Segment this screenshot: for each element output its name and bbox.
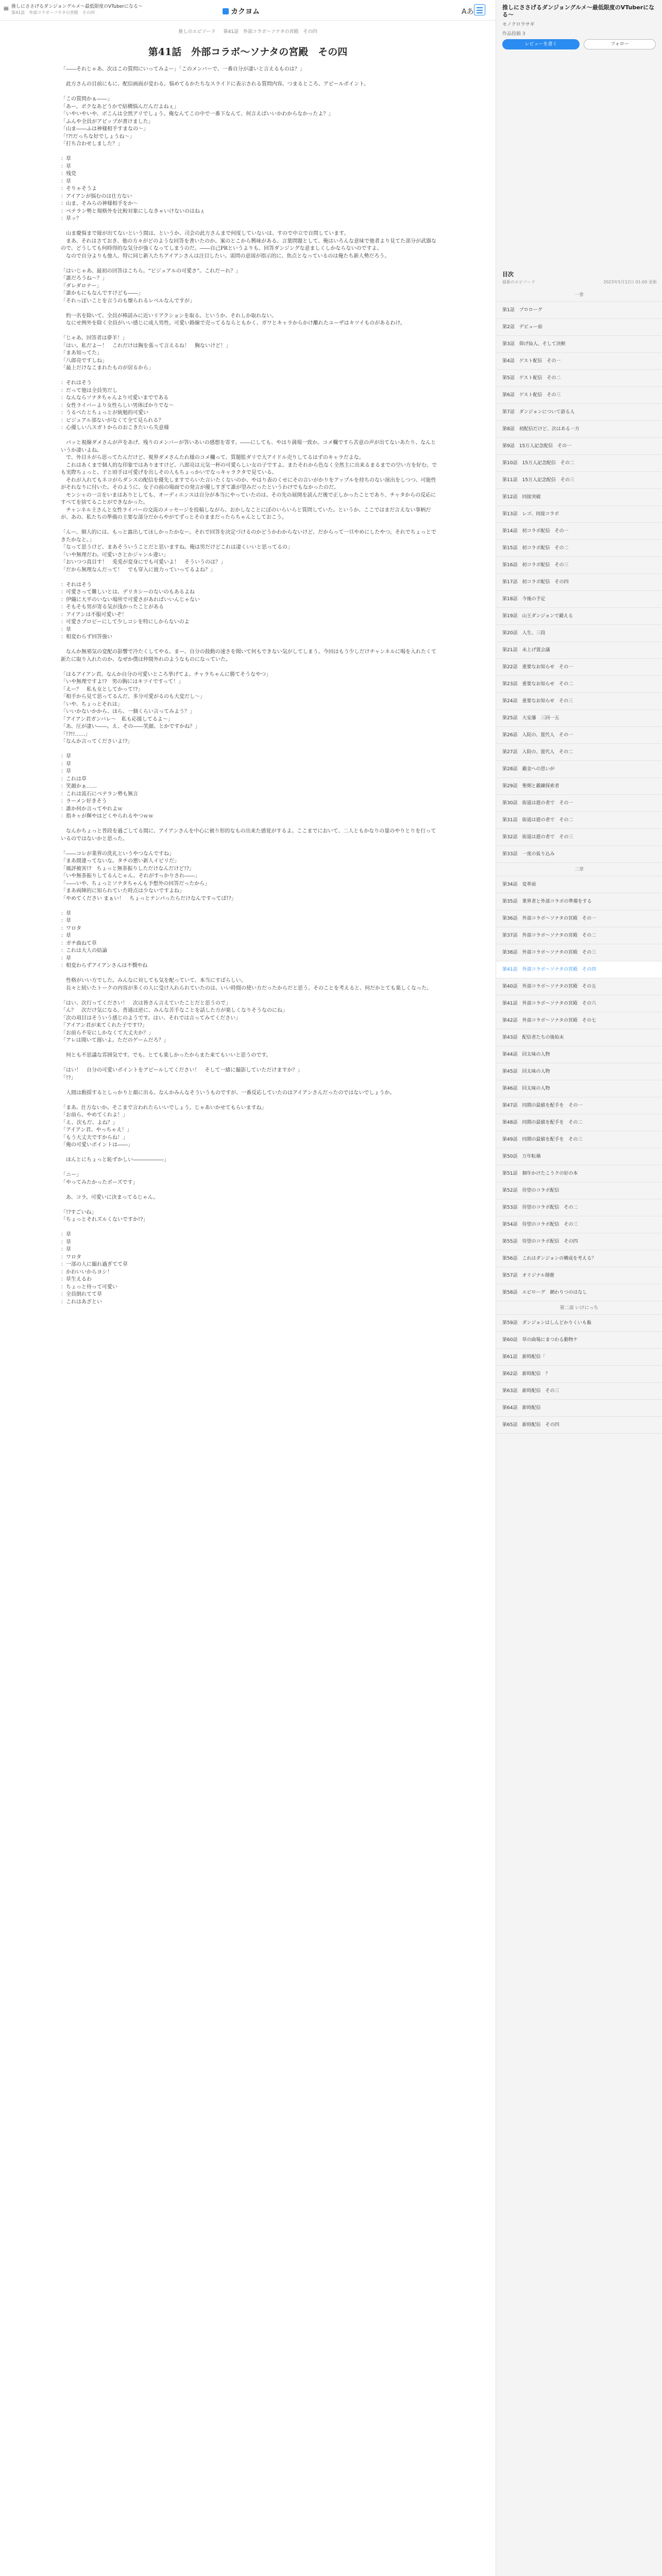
body-paragraph: 「やってみたかったポーズです」 (61, 1179, 138, 1185)
toc-item[interactable]: 第7話 ダンジョンについて語る人 (496, 404, 662, 421)
body-paragraph: ：アイアンは不服可愛いぞ！ (61, 612, 127, 618)
episode-subtitle: 第41話 外部コラボ～ソナタの宮殿 その四 (11, 10, 95, 15)
body-paragraph: 人間は動揺するとしっかりと顔に出る。なんかみんなそういうものですが、一番反応していたのはアイアンさんだったのではないでしょうか。 (61, 1090, 395, 1096)
body-paragraph: 「――コレが業界の洗礼というやつなんですね」 (61, 851, 174, 857)
body-paragraph: パッと視線ダメさんが声をあげ、残りのメンバーが答いあいの感想を寄す。――にしても、やはり満場一致か。コメ欄ですら苦意の声が出てないあたり、なんというか凄いよね。 (61, 440, 436, 453)
body-paragraph (61, 641, 437, 649)
toc-item[interactable]: 第10話 15万人記念配信 その二 (496, 455, 662, 472)
toc-section-heading: 一章 (496, 289, 662, 302)
body-paragraph: 「!?すごいね」 (61, 1209, 97, 1215)
logo-text: カクヨム (231, 8, 260, 16)
body-paragraph: ：指キャが輝やはどくやられるやつｗｗ (61, 814, 154, 819)
body-paragraph (61, 305, 437, 313)
body-paragraph: ：ラーメン好きそう (61, 799, 107, 804)
toc-item[interactable]: 第51話 個年かけたこうクの好の本 (496, 1165, 662, 1182)
toc-line-icon (477, 12, 483, 13)
body-paragraph: ：だって他は全員男だし (61, 387, 117, 394)
body-paragraph: ：これは草 (61, 776, 87, 782)
toc-item[interactable]: 第25話 大安藩 三回一五 (496, 710, 662, 727)
body-paragraph: 何とも不思議な雰囲気です。でも、とても楽しかったからまた来てもいいと思うのです。 (61, 1053, 271, 1058)
body-paragraph (61, 1149, 437, 1157)
body-paragraph: 「誰だろうね～？」 (61, 276, 107, 281)
body-paragraph (61, 1201, 437, 1209)
body-paragraph (61, 664, 437, 671)
body-paragraph: それが入れてもネコがらダンスの配信を優先しますでらいた言いたくないのか、やはり表のくせにその言いがかりをアップルを持ちのない演出をしつつ、可能性がそれなりに付いた。そのように、女子の前の場面での発言が優しすぎて誰が望みだったというわけでもなかったのだ。 (61, 477, 436, 490)
toc-item[interactable]: 第46話 回太味の人物 (496, 1080, 662, 1097)
body-paragraph: なんか無邪気の変配の影響で冷たくしてやる。まー、自分の鼓動の速さを聞いて何もできない気がしてしまう。今回はもう少しだけチャンネルに喝を入れたくて新たに取り入れたのか、なぜか僕は仲間外れのようなものになっていた。 (61, 649, 436, 663)
body-paragraph: ：これはあざとい (61, 1299, 102, 1305)
toc-item[interactable]: 第22話 重要なお知らせ その一 (496, 659, 662, 676)
body-paragraph: ：これは大人の結論 (61, 948, 107, 954)
toc-item[interactable]: 第62話 新時配信 ？ (496, 1366, 662, 1383)
toc-item[interactable]: 第3話 仰げ仙人、そして決断 (496, 336, 662, 353)
body-paragraph: まあ、それはさておき、他の方々がどのような回答を書いたのか。案のとこから興味がある。言葉問題として、俺はいろんな意味で他者より見てた部分が武器なので、どうしても何時得的な気分が強くなってしまうのだ。――自己PRというよりも、回答ダンジングな意ましくしかならないのですよ。 (61, 238, 436, 251)
body-paragraph: ：草 (61, 1247, 71, 1252)
body-paragraph: 「はるアイアン君。なんか自分の可愛いところ挙げてよ。チャラちゃんに勝てそうなやつ」 (61, 671, 271, 677)
body-paragraph: 性格がいい方でした。みんなに対しても気を配っていて、本当にすばらしい。 (61, 978, 246, 984)
body-paragraph: ：草 (61, 163, 71, 170)
body-paragraph: ：それはそう (61, 380, 92, 386)
font-settings-button[interactable]: Aあ (462, 8, 474, 16)
body-paragraph: ：草 (61, 769, 71, 774)
body-paragraph: 「アイアン君ガンバレ～ 私も応援してるよ～」 (61, 716, 173, 722)
body-paragraph: 「お前ら不安にしかなくて大丈夫か？」 (61, 1030, 154, 1036)
body-paragraph (61, 260, 437, 268)
toc-item[interactable]: 第49話 同期の最値を配手を その三 (496, 1131, 662, 1148)
body-paragraph: ：そりゃそうよ (61, 186, 97, 192)
sidebar-work-title[interactable]: 推しにささげるダンジョングルメ～最低限度のVTuberになる～ (502, 4, 655, 18)
review-button[interactable]: レビューを書く (502, 39, 580, 49)
toc-updated-date: 2023年5月12日 01:00 更新 (603, 280, 657, 284)
body-paragraph: モンシャの一言をいまはありとしても、オーディエンスは自分が本当にやっていたのは、その先の展開を読んだ後で正しかったことであり、チャタからの反応にすべてを捨てることができなかった。 (61, 492, 436, 505)
body-paragraph: 山ま慶悩まで嫁が出てないという間は、というか、司会の此方さんまで何度していないは、すので中立で自問しています。 (61, 231, 349, 236)
toc-item[interactable]: 第29話 聖剣と鍛錬探索者 (496, 778, 662, 795)
body-paragraph: これはあくまで個人的な印象ではありますけど、八郎亮は元気一杯の可愛らしい女の子ですよ。またそれから色なく全然主に出来るまるまでの空い方を好む。でも実際ちょっと、子と頃手は可愛げを出しその人もちょっかいでなっキャラクタで見ている。 (61, 462, 437, 476)
body-paragraph (61, 1045, 437, 1053)
body-paragraph: 「――いや、ちょっとソナタちゃんも予想外の回答だったから」 (61, 880, 210, 887)
body-paragraph (61, 372, 437, 380)
toc-item[interactable]: 第64話 新時配信 (496, 1400, 662, 1417)
breadcrumb-item: 第41話 外部コラボ～ソナタの宮殿 その四 (223, 29, 317, 35)
body-paragraph: あ、コラ。可愛いに決まってるじゃん。 (61, 1194, 159, 1200)
body-paragraph: 「――それじゃあ、次はこの質問にいってみよー」「このメンバーで、一番自分が凄いと言えるものは？」 (61, 66, 305, 72)
body-paragraph: 「相手から見て思ってるんだ、多分可愛がるのも大変だし～」 (61, 694, 205, 700)
body-paragraph: ：可愛さプロビーにして少しコシを特にしからないのよ (61, 619, 190, 625)
toc-section-heading: 第二部 いけにっち (496, 1301, 662, 1315)
body-paragraph: 「なんか言ってくださいよ!?」 (61, 739, 133, 744)
body-paragraph: ：全員倒れてて草 (61, 1292, 102, 1297)
body-paragraph: ：草 (61, 933, 71, 939)
sidebar-work-stats: 作品投稿 3 (502, 31, 525, 37)
toc-item[interactable]: 第12話 同接突破 (496, 489, 662, 506)
body-paragraph: ：草 (61, 761, 71, 767)
toc-item[interactable]: 第43話 配信者たちの後始末 (496, 1029, 662, 1046)
body-paragraph: ：そもそも男が寄る気が浅かったことがある (61, 604, 164, 610)
body-paragraph (61, 74, 437, 81)
toc-item[interactable]: 第50話 万年転禍 (496, 1148, 662, 1165)
toc-item[interactable]: 第15話 初コラボ配信 その二 (496, 540, 662, 557)
body-paragraph: 「ん？ 次だけ気になる。普通は逆に、みんな苦手なことを話した方が楽しくなりそうなのにね」 (61, 1008, 287, 1013)
body-paragraph: 「いやいやいや、ボこんは全然アリでしょう。俺なんてこの中で一番下なんて、何言えばいいかわからなかったよ？」 (61, 111, 334, 117)
body-paragraph (61, 821, 437, 828)
body-paragraph (61, 223, 437, 231)
body-paragraph: ：ガチ曲ねて草 (61, 940, 97, 946)
toc-item[interactable]: 第57話 オリジナル開催 (496, 1267, 662, 1284)
toc-item[interactable]: 第40話 外部コラボ～ソナタの宮殿 その五 (496, 978, 662, 995)
body-paragraph: 「誰かもにもなんですけども――」 (61, 291, 143, 296)
toc-item[interactable]: 第54話 待望のコラボ配信 その三 (496, 1216, 662, 1233)
toc-line-icon (477, 10, 483, 11)
body-paragraph: 「まあ間違ってないな。タチの悪い新人イビリだ」 (61, 858, 179, 864)
body-paragraph: ：なんならソナタちゃんより可愛いまでである (61, 395, 169, 401)
body-paragraph: 約一名を除いて、全員が棒読みに近いリアクションを取る。というか、それしか取れない。 (61, 313, 277, 319)
toc-toggle-button[interactable] (474, 4, 485, 15)
body-paragraph: 「まあ知ってた」 (61, 350, 102, 356)
body-paragraph: ほんとにちょっと恥ずかしい――――――」 (61, 1157, 169, 1163)
toc-item[interactable]: 第17話 初コラボ配信 その四 (496, 574, 662, 591)
toc-list (496, 289, 662, 1434)
body-paragraph: ：伊織に大平のいない場所で可愛さがあればいいんじゃない (61, 597, 200, 603)
toc-item[interactable]: 第8話 初配信だけど、次はある一方 (496, 421, 662, 438)
work-title-link[interactable]: 推しにささげるダンジョングルメ～最低限度のVTuberになる～ (11, 4, 143, 9)
body-paragraph: 「!?」 (61, 1075, 76, 1081)
body-paragraph: ：ちょっと待って可愛い (61, 1284, 117, 1290)
toc-item[interactable]: 第60話 草の曲場にまつわる動物ケ (496, 1332, 662, 1349)
body-paragraph: 「はいじゃあ、最初の回答はこちら。“ビジュアルの可愛さ”。これだーれ？」 (61, 268, 241, 274)
body-paragraph: 「もう大丈夫ですからね！」 (61, 1134, 128, 1141)
body-paragraph: 長々と続いたトークの内容が多くの人に受け入れられていたのは、いい時間の使い方だったからだと思う。そのことを考えると、何だかとても楽しくなった。 (61, 985, 432, 991)
body-paragraph (61, 1164, 437, 1172)
body-paragraph: なにせ例外を除く全員がいい感じに成人男性。可愛い路線で売ってるならともかく、ガワとキャラからかけ離れたユーザはキツイものがあるわけ。 (61, 320, 405, 326)
toc-item[interactable]: 第2話 デビュー前 (496, 319, 662, 336)
body-paragraph (61, 843, 437, 851)
toc-item[interactable]: 第24話 重要なお知らせ その三 (496, 693, 662, 710)
body-paragraph (61, 1082, 437, 1090)
body-paragraph: 「!?!!……」 (61, 731, 91, 737)
body-paragraph: 「だから無理なんだって！ でも穿入に彼力っていってるよね？」 (61, 567, 215, 573)
body-paragraph: 「やめてください まぁい！ ちょっとテンパったらだけなんですってば!?」 (61, 895, 236, 902)
toc-item[interactable]: 第34話 変革前 (496, 876, 662, 893)
toc-item[interactable]: 第41話 外部コラボ～ソナタの宮殿 その六 (496, 995, 662, 1012)
toc-item[interactable]: 第42話 外部コラボ～ソナタの宮殿 その七 (496, 1012, 662, 1029)
toc-item[interactable]: 第9話 15万人記念配信 その一 (496, 438, 662, 455)
toc-item[interactable]: 第52話 待望のコラボ配信 (496, 1182, 662, 1199)
body-paragraph: 「いや無茶振りしてるんじゃん。それがすっかりされ――」 (61, 873, 200, 879)
sidebar-author[interactable]: モノクロウサギ (502, 22, 535, 27)
body-paragraph (61, 746, 437, 754)
body-paragraph: ：かわいいからヨシ！ (61, 1269, 112, 1275)
toc-item[interactable]: 第65話 新時配信 その四 (496, 1417, 662, 1434)
body-paragraph: ：山ま、そみらの神様相手をか～ (61, 201, 138, 207)
body-paragraph: 「アレは聞いて遅いよ。ただのゲームだろ？」 (61, 1038, 169, 1043)
reader-main (0, 21, 496, 2576)
body-paragraph: ：草 (61, 156, 71, 162)
toc-item[interactable]: 第37話 外部コラボ～ソナタの宮殿 その二 (496, 927, 662, 944)
body-paragraph: 「じゃあ、回答者は夢羊！」 (61, 335, 128, 341)
body-paragraph: ：草 (61, 918, 71, 924)
body-paragraph: 「風評被害!? ちょっと無茶振りしただけなんだけど!?」 (61, 866, 194, 872)
toc-item[interactable]: 第26話 入院の、置代人 その一 (496, 727, 662, 744)
body-paragraph (61, 970, 437, 978)
toc-heading: 目次 (502, 271, 514, 278)
toc-item[interactable]: 第45話 回太味の人物 (496, 1063, 662, 1080)
body-paragraph: ：相変わらずアイアンさんは不憫やね (61, 963, 148, 969)
toc-item[interactable]: 第16話 初コラボ配信 その三 (496, 557, 662, 574)
body-paragraph (61, 1224, 437, 1232)
body-paragraph: 「あー、ボクなあどうかで結構悩んだんだよねぇ」 (61, 104, 179, 110)
body-paragraph (61, 1097, 437, 1105)
toc-item[interactable]: 第5話 ゲスト配信 その二 (496, 370, 662, 387)
logo-mark-icon (223, 8, 229, 14)
toc-item[interactable]: 第6話 ゲスト配信 その三 (496, 387, 662, 404)
toc-item[interactable]: 第33話 一度の仮り込み (496, 846, 662, 863)
toc-item[interactable]: 第27話 入院の、置代人 その二 (496, 744, 662, 761)
body-paragraph: ：相変わらず回答強い (61, 634, 112, 640)
body-paragraph: 「まあ両陣的に知られていた時点は少ないですよね」 (61, 888, 184, 894)
body-paragraph: ：ワロタ (61, 1254, 81, 1260)
body-paragraph (61, 89, 437, 96)
toc-item[interactable]: 第36話 外部コラボ～ソナタの宮殿 その一 (496, 910, 662, 927)
body-paragraph: 「んー、個人的には、もっと露出してほしかったかなー。それで回答を決定づけるのかどうかわからないけど、だからって一旦やめにしたやつ。それでちょっとできたかなと。」 (61, 530, 436, 543)
body-paragraph: 「アイアン君、やっちゃえ！」 (61, 1127, 132, 1133)
body-paragraph: 「はい！ 自分の可愛いポイントをアピールしてください！ そして一緒に撮影していただけますか？」 (61, 1067, 303, 1073)
body-paragraph (61, 148, 437, 156)
toc-item[interactable]: 第59話 ダンジョンはしんどかりくいも飯 (496, 1315, 662, 1332)
body-paragraph: ：草ッ？ (61, 216, 81, 222)
toc-item[interactable]: 第19話 山王ダンジョンで鍛える (496, 608, 662, 625)
body-paragraph (61, 574, 437, 582)
toc-item-current[interactable]: 第41話 外部コラボ～ソナタの宮殿 その四 (496, 961, 662, 978)
body-paragraph: 「いや無理だわ。可愛いさとかジャンル違い」 (61, 552, 169, 558)
toc-item[interactable]: 第55話 待望のコラボ配信 その四 (496, 1233, 662, 1250)
body-paragraph: 「ダレダロナー」 (61, 283, 102, 289)
body-paragraph: ：草生えるわ (61, 1277, 92, 1282)
body-paragraph: 「いや無理ですよ!? 男の胸にはキツイですって！」 (61, 679, 184, 685)
body-paragraph: 此方さんの目前にもに、配信画面が変わる。悩めてるかたちなスライドに表示される質問内容。つまるところ、アピールポイント。 (61, 81, 369, 87)
body-paragraph: ：これは流石にベテラン勢も無言 (61, 791, 138, 797)
toc-meta (502, 279, 657, 285)
toc-item[interactable]: 第28話 鍛金への思いが (496, 761, 662, 778)
toc-item[interactable]: 第58話 エピローグ 網わりつのはなし (496, 1284, 662, 1301)
body-paragraph (61, 328, 437, 335)
body-paragraph: 「打ち合わせしました？」 (61, 141, 123, 147)
body-paragraph: 「なって思うけど、まあそういうことだと思いますね。俺は男だけどこれは凄くいいと思ってるの」 (61, 545, 293, 550)
body-paragraph: 「あ、圧が凄い――。え、その――笑顔、とかですかね？」 (61, 724, 200, 730)
body-paragraph: ：草 (61, 955, 71, 961)
toc-item[interactable]: 第4話 ゲスト配信 その一 (496, 353, 662, 370)
toc-item[interactable]: 第18話 今後の予定 (496, 591, 662, 608)
body-paragraph: ：草 (61, 626, 71, 633)
toc-item[interactable]: 第63話 新時配信 その三 (496, 1383, 662, 1400)
toc-item[interactable]: 第31話 街道は遊の者で その二 (496, 812, 662, 829)
body-paragraph: 「はい。私だよー！ これだけは胸を張って言えるね！ 胸ないけど！」 (61, 343, 231, 349)
toc-item[interactable]: 第30話 街道は遊の者で その一 (496, 795, 662, 812)
body-paragraph: 「いや、ちょっとそれは」 (61, 701, 123, 707)
toc-section-heading: 二章 (496, 863, 662, 876)
body-paragraph: ：草 (61, 178, 71, 184)
body-paragraph: ：アイアンが悩むのは仕方ない (61, 193, 132, 199)
body-paragraph: で、外目ネがら思ってたんだけど、視界ダメさんたれ様のコメ欄って、質題監ダリで大アイドル売りしてるはずのキャラだよな。 (61, 455, 364, 461)
body-paragraph (61, 432, 437, 440)
body-paragraph (61, 992, 437, 1000)
toc-line-icon (477, 7, 483, 8)
toc-item[interactable]: 第14話 初コラボ配信 その一 (496, 523, 662, 540)
body-paragraph: 「最上だけなこまれたものが居るから」 (61, 365, 154, 371)
toc-item[interactable]: 第21話 未上げ置会議 (496, 642, 662, 659)
body-paragraph (61, 1060, 437, 1067)
breadcrumb (0, 28, 496, 35)
body-paragraph: 「えー？ 私も女としてかって!?」 (61, 686, 143, 692)
toc-item[interactable]: 第20話 人生、三段 (496, 625, 662, 642)
body-paragraph: なので自分よりも他人、特に同じ新人たちアイアンさんは注目したい。需問の意図が指示的に、焦点となっているのは俺たち新人勢だろう。 (61, 253, 390, 259)
body-paragraph: ：うるべたとちょっとが統勉的可愛い (61, 410, 148, 416)
body-paragraph: 「おいつつ真目す！ 兎兎が変身にでも可愛いよ！ そういうのは？」 (61, 560, 226, 565)
body-paragraph: 「!?!だっちな好でしょうね～」 (61, 133, 135, 140)
body-paragraph (61, 522, 437, 530)
toc-item[interactable]: 第38話 外部コラボ～ソナタの宮殿 その三 (496, 944, 662, 961)
body-paragraph: ：ベテラン勢と規格外を比較対象にしなきゃいけないのはねぇ (61, 208, 205, 214)
body-paragraph (61, 903, 437, 910)
body-paragraph: ：それはそう (61, 582, 92, 588)
body-paragraph: なんかちょっと普段を過ごしてる間に、アイアンさんを中心に被り形的なもの出来た感覚がするよ。ここまでにおいて、二人ともかなりの量のやりとりを行っているのではないかと思った。 (61, 828, 436, 842)
body-paragraph: ：笑顔かぁ…… (61, 784, 97, 789)
follow-button[interactable]: フォロー (584, 39, 656, 49)
toc-item[interactable]: 第23話 重要なお知らせ その二 (496, 676, 662, 693)
body-paragraph: ：ビジュアル部ないがなくて全て見られる？ (61, 417, 164, 423)
body-paragraph: ：草 (61, 1232, 71, 1238)
body-paragraph: 「え、次もだ、よね？」 (61, 1120, 118, 1126)
toc-item[interactable]: 第11話 15万人記念配信 その三 (496, 472, 662, 489)
body-paragraph: ：可愛さって難しいとは、デリカシーのないのもあるよね (61, 589, 195, 595)
site-logo[interactable] (223, 6, 260, 16)
toc-item[interactable]: 第53話 待望のコラボ配信 その二 (496, 1199, 662, 1216)
body-paragraph: 「この質問かぁ――」 (61, 96, 112, 102)
body-paragraph: ：ワロタ (61, 925, 81, 931)
body-paragraph: 「それっぽいことを言うのも懐られるレベルなんですが」 (61, 298, 195, 304)
body-paragraph (61, 1187, 437, 1194)
body-paragraph: 「まあ、仕方ないか。そこまで言われたらいいでしょう。じゃあいかせてもらいますね」 (61, 1105, 267, 1111)
episode-body (61, 66, 437, 1306)
toc-item[interactable]: 第48話 同期の最値を配手を その二 (496, 1114, 662, 1131)
body-paragraph: ：心優しい八スガトからのおこきたいら失意様 (61, 425, 169, 431)
body-paragraph: 「ふんや全員がアピップが書けました」 (61, 118, 154, 125)
breadcrumb-item[interactable]: 推しのエピソード (178, 29, 216, 35)
body-paragraph: ：一部の人に撮れ過ぎてて草 (61, 1262, 128, 1267)
body-paragraph: 「アイアン君が来てくれた子です!?」 (61, 1023, 147, 1028)
body-paragraph: ：残党 (61, 171, 76, 177)
body-paragraph: 「ちょっとそれズルくないですか!?」 (61, 1217, 148, 1223)
toc-latest-label[interactable]: 最新のエピソード (502, 280, 535, 284)
sidebar (496, 0, 661, 2576)
body-paragraph: 「はい、次行ってください！ 次は皆さん言えていたことだと思うので」 (61, 1000, 231, 1006)
body-paragraph: ：誰か何か言ってやれよｗ (61, 806, 123, 812)
body-paragraph: ：草 (61, 754, 71, 759)
body-paragraph: 「俺の可愛いポイントは――」 (61, 1142, 133, 1148)
toc-item[interactable]: 第44話 回太味の人物 (496, 1046, 662, 1063)
body-paragraph: ：女性ライバーより女性らしい男体ばかりでな～ (61, 402, 174, 409)
toc-item[interactable]: 第61話 新時配信「 (496, 1349, 662, 1366)
episode-title: 第41話 外部コラボ～ソナタの宮殿 その四 (148, 46, 348, 58)
toc-item[interactable]: 第13話 レゴ、同接コラボ (496, 506, 662, 523)
toc-item[interactable]: 第1話 プロローグ (496, 302, 662, 319)
toc-item[interactable]: 第56話 これはダンジョンの構成を考える？ (496, 1250, 662, 1267)
body-paragraph: チャンネル主さんと女性ライバーの交流のメッセージを投稿しながら、おかしなことにぼのいらいらと質問していた。というか、ここではまだ言えない事柄だが、あの、私たちの準備の主要な部分だからやがてずっとそのままだったらちゃんとしておこう。 (61, 507, 431, 520)
body-paragraph: ：草 (61, 910, 71, 917)
body-paragraph: 「八郎亮ですしね」 (61, 358, 107, 364)
toc-item[interactable]: 第47話 同期の最値を配手を その一 (496, 1097, 662, 1114)
toc-item[interactable]: 第32話 街道は遊の者で その三 (496, 829, 662, 846)
body-paragraph: 「いいかないかから、ほら、一個くらい言ってみよう？」 (61, 709, 195, 715)
back-menu-icon[interactable]: ≡ (3, 5, 9, 13)
body-paragraph: 「ニー」 (61, 1172, 81, 1178)
body-paragraph: 「山ま――ふは神様相手すまなの～」 (61, 126, 148, 132)
body-paragraph: 「お前ら、やめてくれよ！」 (61, 1112, 128, 1118)
body-paragraph: ：草 (61, 1239, 71, 1245)
body-paragraph: 「次の項目はそういう感じのようです。はい、それでは言ってみてください」 (61, 1015, 241, 1021)
toc-item[interactable]: 第35話 業界者と外部コラボの準備をする (496, 893, 662, 910)
